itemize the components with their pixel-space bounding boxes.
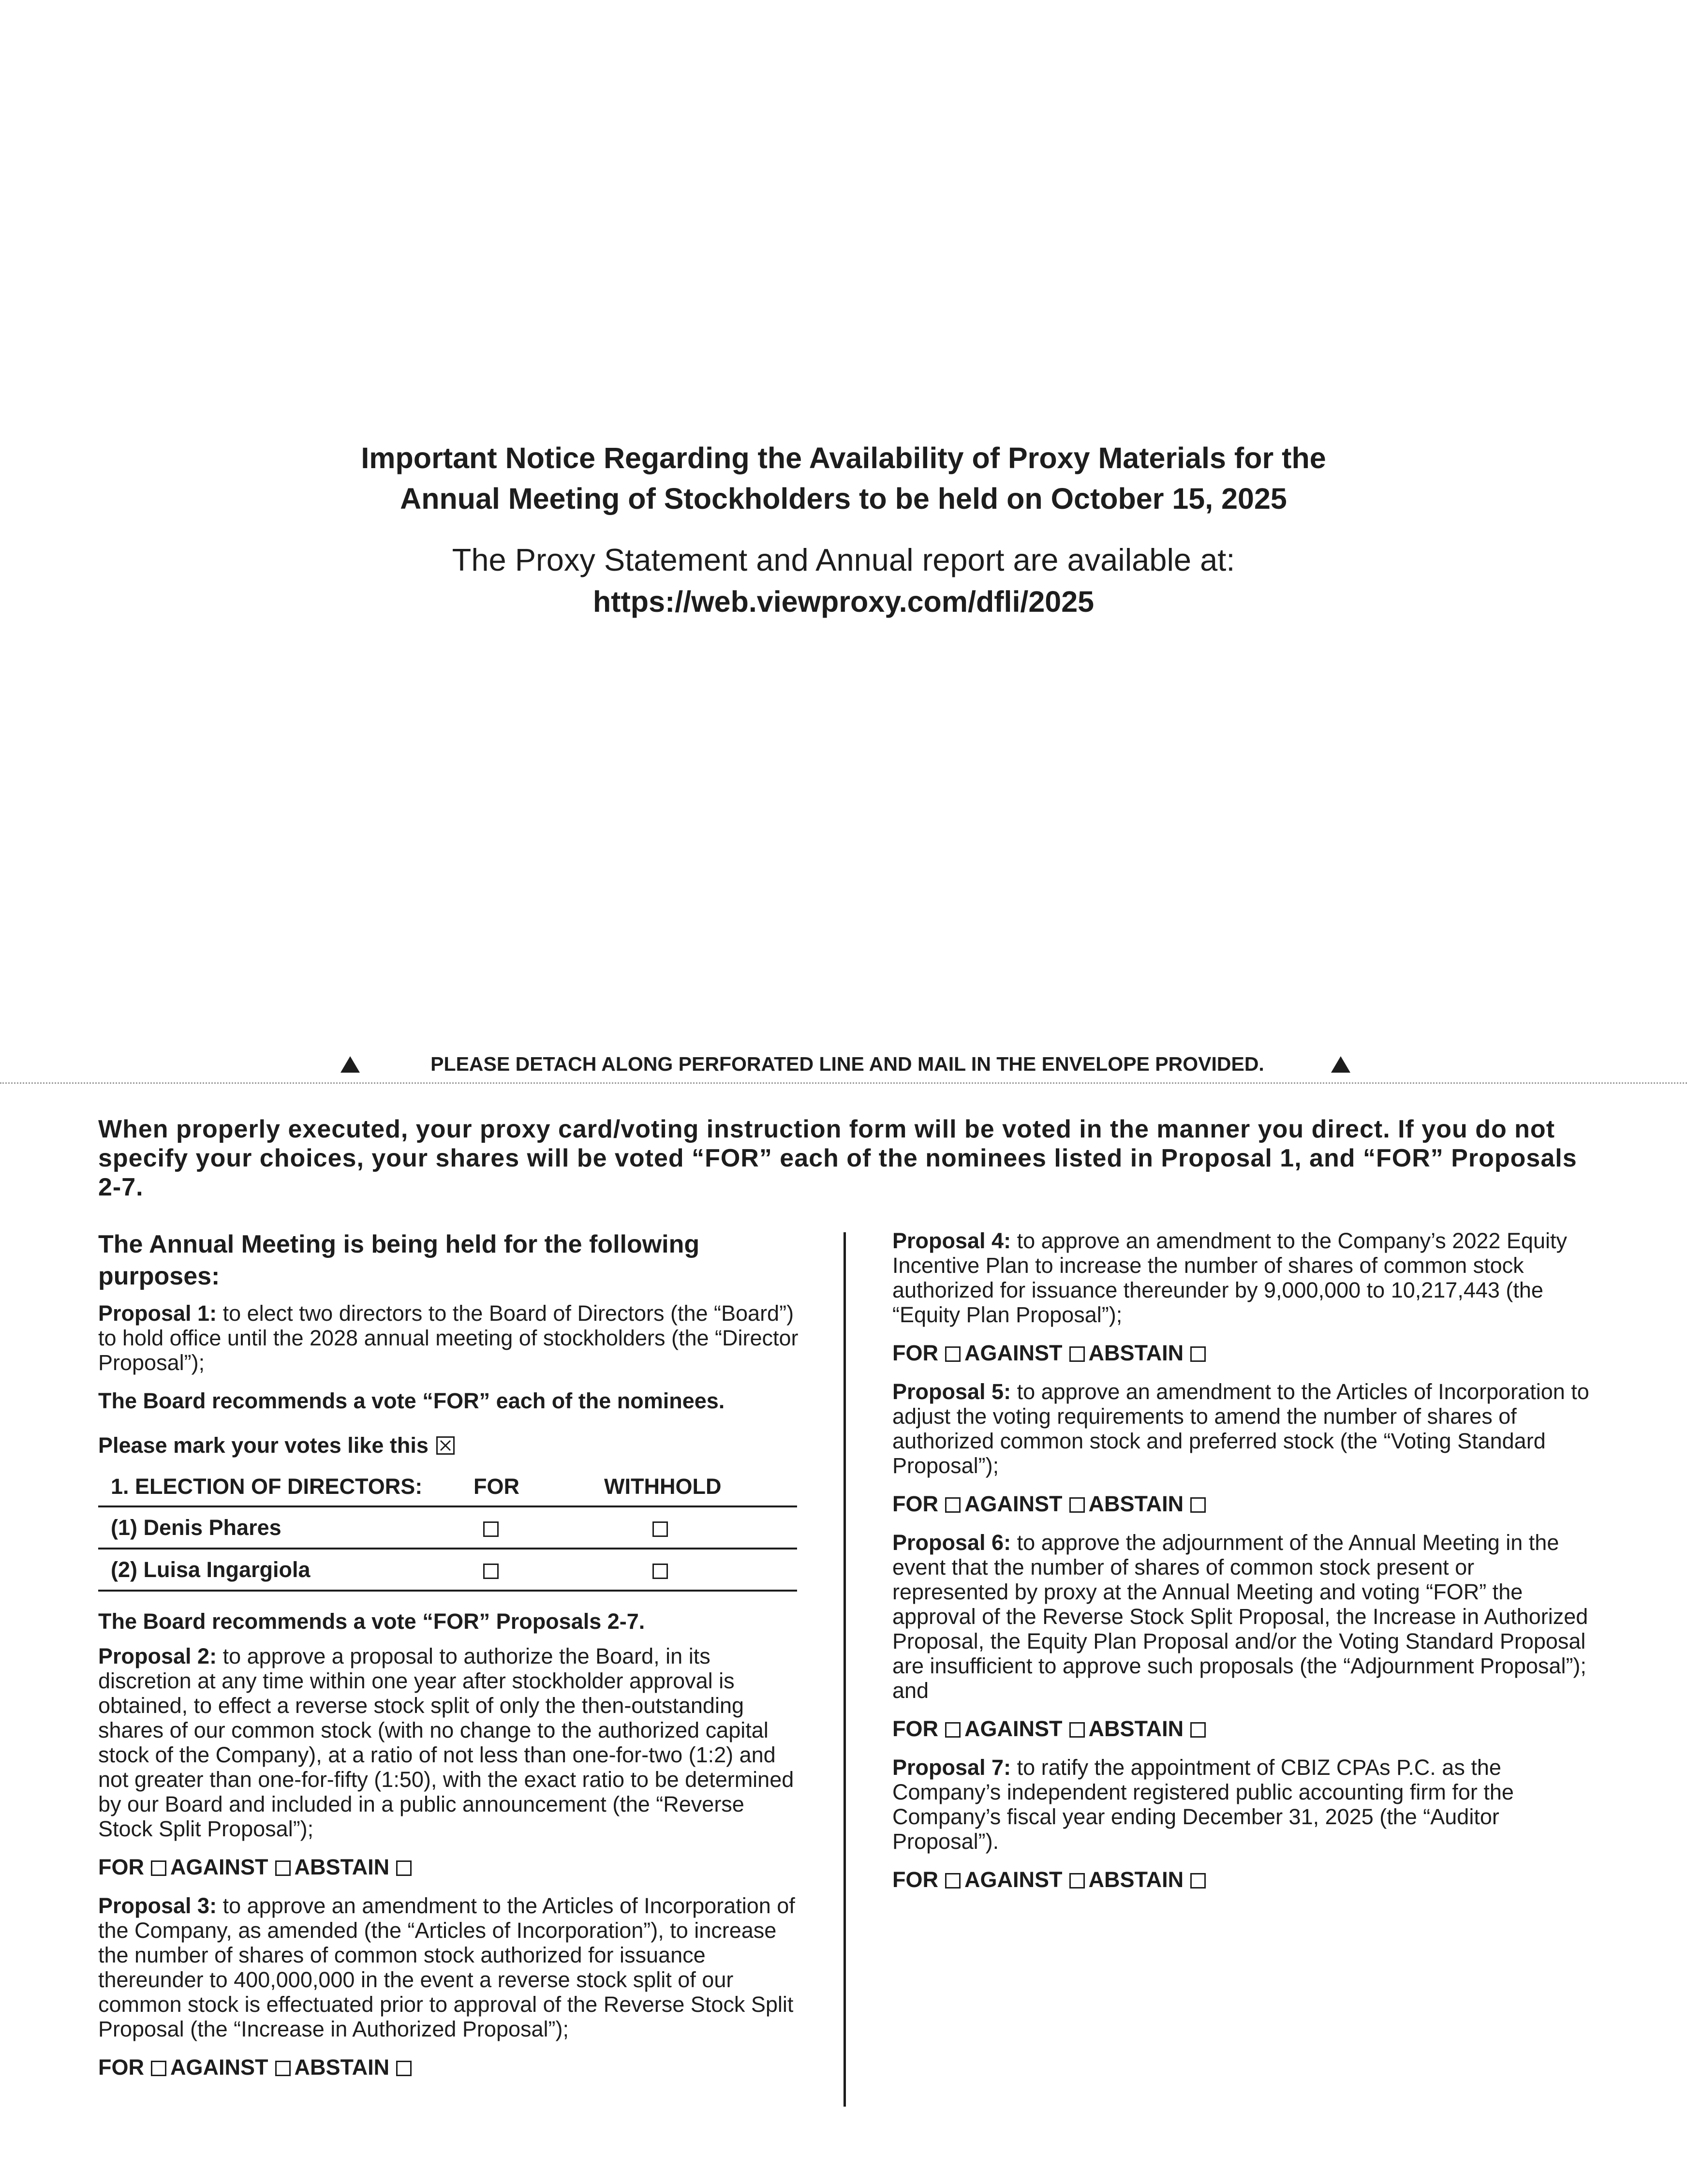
nominee-name: (2) Luisa Ingargiola bbox=[98, 1549, 474, 1591]
against-label: AGAINST bbox=[964, 1491, 1063, 1516]
triangle-up-icon bbox=[1331, 1056, 1350, 1073]
abstain-label: ABSTAIN bbox=[1088, 1491, 1184, 1516]
for-label: FOR bbox=[892, 1716, 938, 1741]
proposal-4-against-checkbox[interactable] bbox=[1069, 1346, 1085, 1362]
election-header-row bbox=[98, 1468, 797, 1506]
against-label: AGAINST bbox=[964, 1341, 1063, 1365]
proposal-1 bbox=[98, 1301, 799, 1375]
proposal-7-text: to ratify the appointment of CBIZ CPAs P.C. as the Company’s independent registered public accounting firm for the Company’s fiscal year ending December 31, 2025 (the “Auditor Proposal”). bbox=[892, 1755, 1514, 1854]
proposal-6-abstain-checkbox[interactable] bbox=[1190, 1722, 1206, 1738]
for-label: FOR bbox=[98, 1855, 144, 1879]
proposal-1-label: Proposal 1: bbox=[98, 1301, 217, 1326]
proposal-3 bbox=[98, 1893, 799, 2041]
proposal-6-for-checkbox[interactable] bbox=[945, 1722, 961, 1738]
proposal-2-for-checkbox[interactable] bbox=[151, 1860, 166, 1876]
proposal-2-abstain-checkbox[interactable] bbox=[396, 1860, 412, 1876]
proposal-6-against-checkbox[interactable] bbox=[1069, 1722, 1085, 1738]
abstain-label: ABSTAIN bbox=[1088, 1341, 1184, 1365]
proposal-7-vote-options bbox=[892, 1866, 1594, 1893]
proposal-3-against-checkbox[interactable] bbox=[275, 2061, 291, 2076]
abstain-label: ABSTAIN bbox=[1088, 1867, 1184, 1892]
proposal-7-against-checkbox[interactable] bbox=[1069, 1873, 1085, 1889]
proposal-4-text: to approve an amendment to the Company’s 2022 Equity Incentive Plan to increase the number of shares of common stock authorized for issuance thereunder by 9,000,000 to 10,217,443 (the “Equity Plan Proposal”); bbox=[892, 1228, 1567, 1327]
for-label: FOR bbox=[98, 2055, 144, 2080]
proposal-5-for-checkbox[interactable] bbox=[945, 1497, 961, 1513]
against-label: AGAINST bbox=[964, 1867, 1063, 1892]
proposal-2-text: to approve a proposal to authorize the Board, in its discretion at any time within one year after stockholder approval is obtained, to effect a reverse stock split of only the then-outstanding shares of our common stock (with no change to the authorized capital stock of the Company), at a ratio of not less than one-for-two (1:2) and not greater than one-for-fifty (1:50), with the exact ratio to be determined by our Board and included in a public announcement (the “Reverse Stock Split Proposal”); bbox=[98, 1644, 794, 1841]
detach-instruction: PLEASE DETACH ALONG PERFORATED LINE AND MAIL IN THE ENVELOPE PROVIDED. bbox=[430, 1053, 1264, 1075]
triangle-up-icon bbox=[340, 1056, 360, 1073]
proposal-6 bbox=[892, 1530, 1594, 1703]
recommendation-nominees: The Board recommends a vote “FOR” each of the nominees. bbox=[98, 1388, 725, 1413]
against-label: AGAINST bbox=[170, 2055, 268, 2080]
proposal-3-abstain-checkbox[interactable] bbox=[396, 2061, 412, 2076]
proposal-4-abstain-checkbox[interactable] bbox=[1190, 1346, 1206, 1362]
proposal-6-vote-options bbox=[892, 1715, 1594, 1742]
proposal-2-label: Proposal 2: bbox=[98, 1644, 217, 1668]
purposes-heading: The Annual Meeting is being held for the following purposes: bbox=[98, 1230, 700, 1290]
election-table bbox=[98, 1468, 797, 1592]
notice-title-line2: Annual Meeting of Stockholders to be held on October 15, 2025 bbox=[400, 482, 1287, 515]
proposal-5-abstain-checkbox[interactable] bbox=[1190, 1497, 1206, 1513]
proposal-5-vote-options bbox=[892, 1490, 1594, 1518]
for-column-header: FOR bbox=[474, 1468, 604, 1506]
availability-text: The Proxy Statement and Annual report are available at: bbox=[452, 542, 1235, 577]
proposal-2-against-checkbox[interactable] bbox=[275, 1860, 291, 1876]
abstain-label: ABSTAIN bbox=[1088, 1716, 1184, 1741]
abstain-label: ABSTAIN bbox=[294, 2055, 390, 2080]
nominee-1-for-checkbox[interactable] bbox=[483, 1521, 499, 1537]
left-column bbox=[98, 1228, 799, 2094]
election-header: 1. ELECTION OF DIRECTORS: bbox=[98, 1468, 474, 1506]
proposal-4-label: Proposal 4: bbox=[892, 1228, 1011, 1253]
proposal-2 bbox=[98, 1644, 799, 1841]
withhold-column-header: WITHHOLD bbox=[604, 1468, 797, 1506]
proposal-3-label: Proposal 3: bbox=[98, 1893, 217, 1918]
proposal-7-for-checkbox[interactable] bbox=[945, 1873, 961, 1889]
proposal-4 bbox=[892, 1228, 1594, 1327]
proposal-7 bbox=[892, 1755, 1594, 1854]
sample-checked-box-icon bbox=[436, 1436, 455, 1455]
proposal-6-text: to approve the adjournment of the Annual Meeting in the event that the number of shares of common stock present or represented by proxy at the Annual Meeting and voting “FOR” the approval of the Reverse Stock Split Proposal, the Increase in Authorized Proposal, the Equity Plan Proposal and/or the Voting Standard Proposal are insufficient to approve such proposals (the “Adjournment Proposal”); and bbox=[892, 1530, 1588, 1703]
table-row bbox=[98, 1549, 797, 1591]
proposal-5-label: Proposal 5: bbox=[892, 1379, 1011, 1404]
proposal-7-label: Proposal 7: bbox=[892, 1755, 1011, 1780]
notice-title-line1: Important Notice Regarding the Availability of Proxy Materials for the bbox=[361, 442, 1326, 474]
nominee-2-withhold-checkbox[interactable] bbox=[652, 1564, 668, 1579]
proposal-1-text: to elect two directors to the Board of Directors (the “Board”) to hold office until the 2028 annual meeting of stockholders (the “Director Proposal”); bbox=[98, 1301, 799, 1375]
for-label: FOR bbox=[892, 1341, 938, 1365]
proposal-3-text: to approve an amendment to the Articles of Incorporation of the Company, as amended (the “Articles of Incorporation”), to increase the number of shares of common stock authorized for issuance thereunder to 400,000,000 in the event a reverse stock split of our common stock is effectuated prior to approval of the Reverse Stock Split Proposal (the “Increase in Authorized Proposal”); bbox=[98, 1893, 795, 2041]
abstain-label: ABSTAIN bbox=[294, 1855, 390, 1879]
proposal-3-vote-options bbox=[98, 2054, 799, 2081]
proposal-6-label: Proposal 6: bbox=[892, 1530, 1011, 1555]
against-label: AGAINST bbox=[964, 1716, 1063, 1741]
against-label: AGAINST bbox=[170, 1855, 268, 1879]
proposal-2-vote-options bbox=[98, 1854, 799, 1881]
column-divider bbox=[844, 1232, 846, 2107]
proxy-materials-url[interactable]: https://web.viewproxy.com/dfli/2025 bbox=[592, 585, 1095, 618]
detach-bar bbox=[0, 1049, 1687, 1078]
mark-votes-example bbox=[98, 1432, 799, 1459]
nominee-2-for-checkbox[interactable] bbox=[483, 1564, 499, 1579]
nominee-name: (1) Denis Phares bbox=[98, 1506, 474, 1549]
nominee-1-withhold-checkbox[interactable] bbox=[652, 1521, 668, 1537]
perforated-line bbox=[0, 1082, 1687, 1084]
proposal-5 bbox=[892, 1379, 1594, 1478]
table-row bbox=[98, 1506, 797, 1549]
for-label: FOR bbox=[892, 1491, 938, 1516]
notice-section bbox=[0, 438, 1687, 622]
proposal-3-for-checkbox[interactable] bbox=[151, 2061, 166, 2076]
proposal-5-against-checkbox[interactable] bbox=[1069, 1497, 1085, 1513]
mark-votes-label: Please mark your votes like this bbox=[98, 1433, 429, 1458]
proposal-4-for-checkbox[interactable] bbox=[945, 1346, 961, 1362]
proposal-7-abstain-checkbox[interactable] bbox=[1190, 1873, 1206, 1889]
right-column bbox=[892, 1228, 1594, 1906]
recommendation-proposals: The Board recommends a vote “FOR” Proposals 2-7. bbox=[98, 1609, 645, 1634]
proposal-5-text: to approve an amendment to the Articles of Incorporation to adjust the voting requirements to amend the number of shares of authorized common stock and preferred stock (the “Voting Standard Proposal”); bbox=[892, 1379, 1589, 1478]
for-label: FOR bbox=[892, 1867, 938, 1892]
proposal-4-vote-options bbox=[892, 1340, 1594, 1367]
voting-intro: When properly executed, your proxy card/voting instruction form will be voted in the manner you direct. If you do not specify your choices, your shares will be voted “FOR” each of the nominees listed in Proposal 1, and “FOR” Proposals 2-7. bbox=[98, 1115, 1577, 1201]
